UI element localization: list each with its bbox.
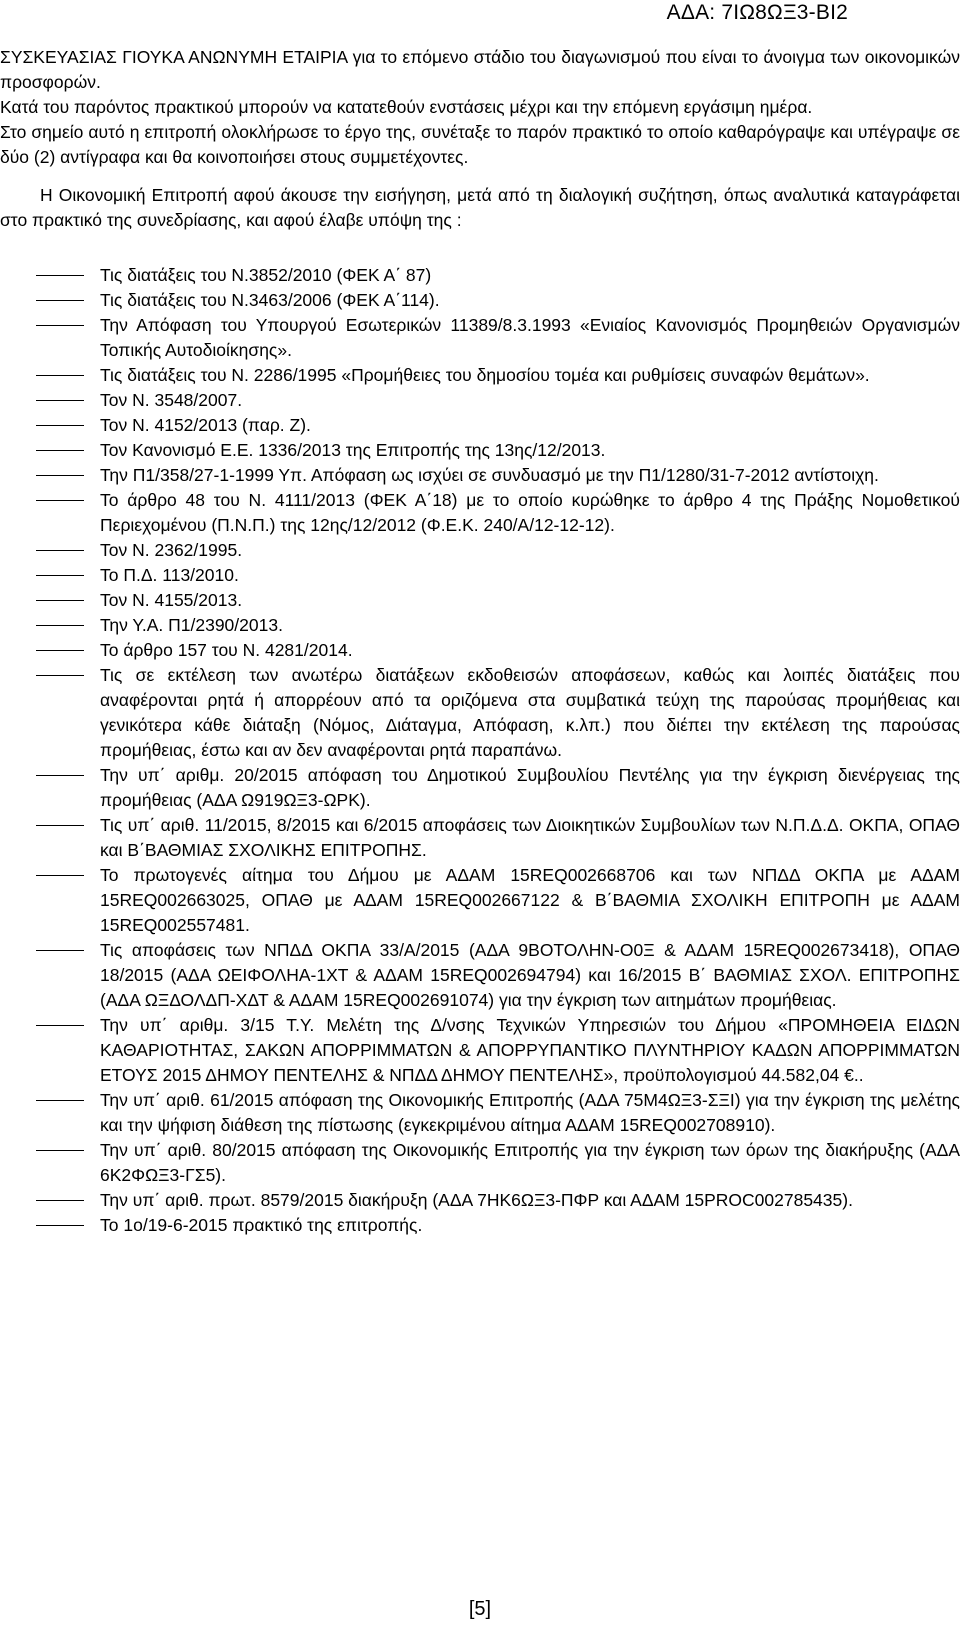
dash-bullet-icon: [36, 1150, 84, 1151]
intro-paragraph: Κατά του παρόντος πρακτικού μπορούν να κατατεθούν ενστάσεις μέχρι και την επόμενη εργάσιμη ημέρα.: [0, 97, 813, 117]
dash-bullet-icon: [36, 375, 84, 376]
dash-bullet-icon: [36, 625, 84, 626]
consideration-item: [0, 413, 960, 438]
consideration-text: Τις αποφάσεις των ΝΠΔΔ ΟΚΠΑ 33/Α/2015 (ΑΔΑ 9ΒΟΤΟΛΗΝ-Ο0Ξ & ΑΔΑΜ 15REQ002673418), ΟΠΑΘ 18/2015 (ΑΔΑ ΩΕΙΦΟΛΗΑ-1ΧΤ & ΑΔΑΜ 15REQ002694794) και 16/2015 Β΄ ΒΑΘΜΙΑΣ ΣΧΟΛ. ΕΠΙΤΡΟΠΗΣ (ΑΔΑ ΩΞΔΟΛΔΠ-ΧΔΤ & ΑΔΑΜ 15REQ002691074) για την έγκριση των αιτημάτων προμήθειας.: [100, 940, 960, 1010]
consideration-text: Τις υπ΄ αριθ. 11/2015, 8/2015 και 6/2015 αποφάσεις των Διοικητικών Συμβουλίων των Ν.Π.Δ.Δ. ΟΚΠΑ, ΟΠΑΘ και Β΄ΒΑΘΜΙΑΣ ΣΧΟΛΙΚΗΣ ΕΠΙΤΡΟΠΗΣ.: [100, 815, 960, 860]
consideration-item: [0, 388, 960, 413]
consideration-text: Τις διατάξεις του Ν.3852/2010 (ΦΕΚ Α΄ 87): [100, 265, 432, 285]
consideration-item: [0, 813, 960, 863]
considerations-list: [0, 263, 960, 1238]
consideration-text: Το πρωτογενές αίτημα του Δήμου με ΑΔΑΜ 15REQ002668706 και των ΝΠΔΔ ΟΚΠΑ με ΑΔΑΜ 15REQ002663025, ΟΠΑΘ με ΑΔΑΜ 15REQ002667122 & Β΄ΒΑΘΜΙΑ ΣΧΟΛΙΚΗ ΕΠΙΤΡΟΠΗ με ΑΔΑΜ 15REQ002557481.: [100, 865, 960, 935]
committee-paragraph: Η Οικονομική Επιτροπή αφού άκουσε την εισήγηση, μετά από τη διαλογική συζήτηση, όπως αναλυτικά καταγράφεται στο πρακτικό της συνεδρίασης, και αφού έλαβε υπόψη της :: [0, 185, 960, 230]
intro-paragraph: Στο σημείο αυτό η επιτροπή ολοκλήρωσε το έργο της, συνέταξε το παρόν πρακτικό το οποίο καθαρόγραψε και υπέγραψε σε δύο (2) αντίγραφα και θα κοινοποιήσει στους συμμετέχοντες.: [0, 122, 960, 167]
dash-bullet-icon: [36, 575, 84, 576]
consideration-item: [0, 313, 960, 363]
dash-bullet-icon: [36, 775, 84, 776]
consideration-text: Τις διατάξεις του Ν. 2286/1995 «Προμήθειες του δημοσίου τομέα και ρυθμίσεις συναφών θεμάτων».: [100, 365, 870, 385]
consideration-text: Την υπ΄ αριθ. 80/2015 απόφαση της Οικονομικής Επιτροπής για την έγκριση των όρων της διακήρυξης (ΑΔΑ 6Κ2ΦΩΞ3-ΓΣ5).: [100, 1140, 960, 1185]
consideration-text: Την Υ.Α. Π1/2390/2013.: [100, 615, 283, 635]
consideration-item: [0, 1013, 960, 1088]
ada-identifier: ΑΔΑ: 7ΙΩ8ΩΞ3-ΒΙ2: [666, 1, 848, 24]
consideration-item: [0, 488, 960, 538]
dash-bullet-icon: [36, 825, 84, 826]
dash-bullet-icon: [36, 275, 84, 276]
dash-bullet-icon: [36, 425, 84, 426]
consideration-item: [0, 1088, 960, 1138]
consideration-text: Τον Ν. 2362/1995.: [100, 540, 243, 560]
consideration-text: Τον Ν. 4155/2013.: [100, 590, 243, 610]
dash-bullet-icon: [36, 325, 84, 326]
consideration-text: Την Απόφαση του Υπουργού Εσωτερικών 11389/8.3.1993 «Ενιαίος Κανονισμός Προμηθειών Οργανισμών Τοπικής Αυτοδιοίκησης».: [100, 315, 960, 360]
spacer: [0, 170, 960, 183]
consideration-item: [0, 638, 960, 663]
consideration-text: Το άρθρο 157 του Ν. 4281/2014.: [100, 640, 353, 660]
consideration-text: Την υπ΄ αριθμ. 3/15 Τ.Υ. Μελέτη της Δ/νσης Τεχνικών Υπηρεσιών του Δήμου «ΠΡΟΜΗΘΕΙΑ ΕΙΔΩΝ ΚΑΘΑΡΙΟΤΗΤΑΣ, ΣΑΚΩΝ ΑΠΟΡΡΙΜΜΑΤΩΝ & ΑΠΟΡΡΥΠΑΝΤΙΚΟ ΠΛΥΝΤΗΡΙΟΥ ΚΑΔΩΝ ΑΠΟΡΡΙΜΜΑΤΩΝ ΕΤΟΥΣ 2015 ΔΗΜΟΥ ΠΕΝΤΕΛΗΣ & ΝΠΔΔ ΔΗΜΟΥ ΠΕΝΤΕΛΗΣ», προϋπολογισμού 44.582,04 €..: [100, 1015, 960, 1085]
consideration-item: [0, 538, 960, 563]
dash-bullet-icon: [36, 675, 84, 676]
consideration-text: Την υπ΄ αριθ. πρωτ. 8579/2015 διακήρυξη (ΑΔΑ 7ΗΚ6ΩΞ3-ΠΦΡ και ΑΔΑΜ 15PROC002785435).: [100, 1190, 853, 1210]
consideration-item: [0, 438, 960, 463]
dash-bullet-icon: [36, 400, 84, 401]
consideration-text: Την Π1/358/27-1-1999 Υπ. Απόφαση ως ισχύει σε συνδυασμό με την Π1/1280/31-7-2012 αντίστοιχη.: [100, 465, 879, 485]
consideration-item: [0, 588, 960, 613]
dash-bullet-icon: [36, 1200, 84, 1201]
consideration-item: [0, 663, 960, 763]
dash-bullet-icon: [36, 300, 84, 301]
page-number: [5]: [468, 1598, 492, 1620]
consideration-item: [0, 938, 960, 1013]
dash-bullet-icon: [36, 1025, 84, 1026]
consideration-item: [0, 863, 960, 938]
dash-bullet-icon: [36, 500, 84, 501]
consideration-item: [0, 463, 960, 488]
dash-bullet-icon: [36, 600, 84, 601]
dash-bullet-icon: [36, 875, 84, 876]
dash-bullet-icon: [36, 650, 84, 651]
document-body: [0, 45, 960, 1238]
consideration-text: Τον Ν. 4152/2013 (παρ. Ζ).: [100, 415, 311, 435]
dash-bullet-icon: [36, 550, 84, 551]
spacer: [0, 233, 960, 263]
dash-bullet-icon: [36, 950, 84, 951]
consideration-item: [0, 563, 960, 588]
dash-bullet-icon: [36, 1225, 84, 1226]
consideration-item: [0, 1138, 960, 1188]
dash-bullet-icon: [36, 1100, 84, 1101]
consideration-item: [0, 363, 960, 388]
dash-bullet-icon: [36, 475, 84, 476]
consideration-text: Το 1ο/19-6-2015 πρακτικό της επιτροπής.: [100, 1215, 423, 1235]
dash-bullet-icon: [36, 450, 84, 451]
consideration-text: Το Π.Δ. 113/2010.: [100, 565, 239, 585]
consideration-text: Τον Ν. 3548/2007.: [100, 390, 243, 410]
consideration-text: Τις διατάξεις του Ν.3463/2006 (ΦΕΚ Α΄114).: [100, 290, 440, 310]
intro-paragraph: ΣΥΣΚΕΥΑΣΙΑΣ ΓΙΟΥΚΑ ΑΝΩΝΥΜΗ ΕΤΑΙΡΙΑ για το επόμενο στάδιο του διαγωνισμού που είναι το άνοιγμα των οικονομικών προσφορών.: [0, 47, 960, 92]
consideration-item: [0, 288, 960, 313]
consideration-item: [0, 263, 960, 288]
consideration-text: Την υπ΄ αριθ. 61/2015 απόφαση της Οικονομικής Επιτροπής (ΑΔΑ 75Μ4ΩΞ3-ΣΞΙ) για την έγκριση της μελέτης και την ψήφιση διάθεση της πίστωσης (εγκεκριμένου αίτημα ΑΔΑΜ 15REQ002708910).: [100, 1090, 960, 1135]
consideration-item: [0, 613, 960, 638]
consideration-text: Τις σε εκτέλεση των ανωτέρω διατάξεων εκδοθεισών αποφάσεων, καθώς και λοιπές διατάξεις που αναφέρονται ρητά ή απορρέουν από τα οριζόμενα στα συμβατικά τεύχη της παρούσας προμήθειας και γενικότερα κάθε διάταξη (Νόμος, Διάταγμα, Απόφαση, κ.λπ.) που διέπει την εκτέλεση της παρούσας προμήθειας, έστω και αν δεν αναφέρονται ρητά παραπάνω.: [100, 665, 960, 760]
consideration-text: Την υπ΄ αριθμ. 20/2015 απόφαση του Δημοτικού Συμβουλίου Πεντέλης για την έγκριση διενέργειας της προμήθειας (ΑΔΑ Ω919ΩΞ3-ΩΡΚ).: [100, 765, 960, 810]
consideration-item: [0, 1188, 960, 1213]
consideration-text: Το άρθρο 48 του Ν. 4111/2013 (ΦΕΚ Α΄18) με το οποίο κυρώθηκε το άρθρο 4 της Πράξης Νομοθετικού Περιεχομένου (Π.Ν.Π.) της 12ης/12/2012 (Φ.Ε.Κ. 240/Α/12-12-12).: [100, 490, 960, 535]
consideration-text: Τον Κανονισμό Ε.Ε. 1336/2013 της Επιτροπής της 13ης/12/2013.: [100, 440, 606, 460]
consideration-item: [0, 763, 960, 813]
consideration-item: [0, 1213, 960, 1238]
